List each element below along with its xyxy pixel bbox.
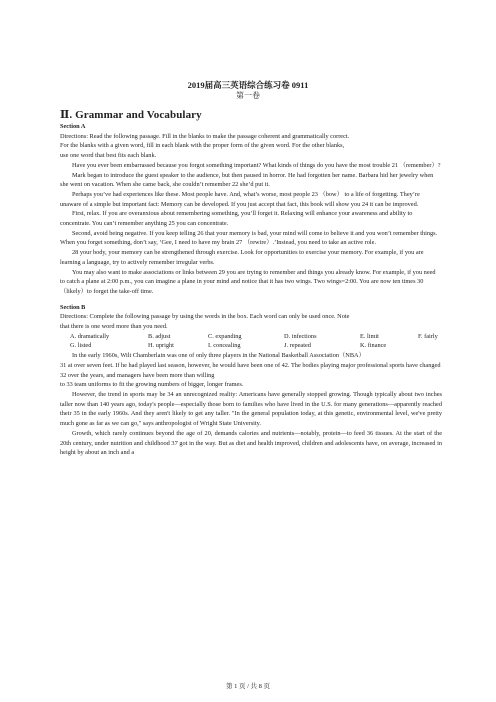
section-a-label: Section A: [60, 123, 86, 130]
paragraph: 28 your body, your memory can be strengthened through exercise. Look for opportunities to exercise your memory. For example, if you are learning a language, try to actively remember irregular verbs.: [60, 249, 424, 266]
word-option: D. infections: [284, 332, 317, 340]
directions-line: Directions: Complete the following passage by using the words in the box. Each word can only be used once. Note: [60, 313, 350, 321]
word-box-row-1: [60, 332, 442, 342]
paragraph: Perhaps you’ve had experiences like these. Most people have. And, what’s worse, most people 23 （bow） to a life of forgetting. They’re unaware of a simple but important fact: Memory can be developed. If you just accept that fact, this book will show you 24 it can be improved.: [60, 190, 420, 208]
paragraph: Have you ever been embarrassed because you forgot something important? What kinds of things do you have the most trouble 21 （remember）?: [72, 161, 441, 169]
page-footer: 第 1 页 / 共 8 页: [225, 683, 271, 690]
page-title: 2019届高三英语综合练习卷 0911: [187, 80, 309, 90]
paragraph: 31 at over seven feet. If he had played last season, however, he would have been one of 42. The bodies playing major professional sports have changed 32 over the years, and managers have been more than willing: [60, 361, 441, 379]
directions-line: For the blanks with a given word, fill in each blank with the proper form of the given word. For the other blanks,: [60, 142, 345, 150]
word-option: H. upright: [148, 342, 174, 350]
directions-line: use one word that best fits each blank.: [60, 152, 157, 160]
paragraph: First, relax. If you are overanxious about remembering something, you’ll forget it. Relaxing will enhance your awareness and ability to concentrate. You can’t remember anything 25 you can concentrate.: [60, 210, 413, 228]
section-b-label: Section B: [60, 303, 86, 311]
directions-line: Directions: Read the following passage. Fill in the blanks to make the passage coherent and grammatically correct.: [60, 132, 350, 140]
document-body: [60, 122, 442, 458]
word-option: G. listed: [70, 342, 92, 350]
word-box-row-2: [60, 341, 442, 351]
paragraph: Second, avoid being negative. If you keep telling 26 that your memory is bad, your mind will come to believe it and you won’t remember things. When you forget something, don’t say, ‘Gee, I need to have my brain 27 （rewire）.’Instead, you need to take an active role.: [60, 229, 438, 247]
word-option: A. dramatically: [70, 332, 110, 340]
word-option: E. limit: [360, 332, 379, 340]
word-option: F. fairly: [418, 332, 438, 340]
paragraph: In the early 1960s, Wilt Chamberlain was one of only three players in the National Basketball Association（NBA）: [72, 352, 365, 360]
paragraph: You may also want to make associations or links between 29 you are trying to remember and things you already know. For example, if you need to catch a plane at 2:00 p.m., you can imagine a plane in your mind and notice that it has two wings. Two wings=2:00. You are now ten times 30 （likely）to forget the take-off time.: [60, 268, 436, 295]
paragraph: However, the trend in sports may be 34 an unrecognized reality: Americans have generally stopped growing. Though typically about two inches taller now than 140 years ago, today's people—especially those born to families who have lived in the U.S. for many generations—apparently reached their 35 in the early 1960s. And they aren't likely to get any taller. "In the general population today, at this genetic, environmental level, we've pretty much gone as far as we can go," says anthropologist of Wright State University.: [60, 390, 442, 428]
word-option: I. concealing: [208, 342, 241, 350]
paragraph: Mark began to introduce the guest speaker to the audience, but then paused in horror. He had forgotten her name. Barbara hid her jewelry when she went on vacation. When she came back, she couldn’t remember 22 she’d put it.: [60, 171, 434, 189]
section-title: Ⅱ. Grammar and Vocabulary: [60, 109, 202, 121]
word-option: K. finance: [360, 342, 387, 350]
paragraph: Growth, which rarely continues beyond the age of 20, demands calories and nutrients—notably, protein—to feed 36 tissues. At the start of the 20th century, under nutrition and childhood 37 got in the way. But as diet and health improved, children and adolescents have, on average, increased in height by about an inch and a: [60, 429, 442, 457]
word-option: B. adjust: [148, 332, 171, 340]
word-option: [418, 341, 468, 351]
word-option: J. repeated: [284, 342, 311, 350]
page-subtitle: 第一卷: [236, 91, 260, 100]
paragraph: to 33 team uniforms to fit the growing numbers of bigger, longer frames.: [60, 381, 244, 389]
word-option: C. expanding: [208, 332, 242, 340]
directions-line: that there is one word more than you need.: [60, 323, 168, 331]
